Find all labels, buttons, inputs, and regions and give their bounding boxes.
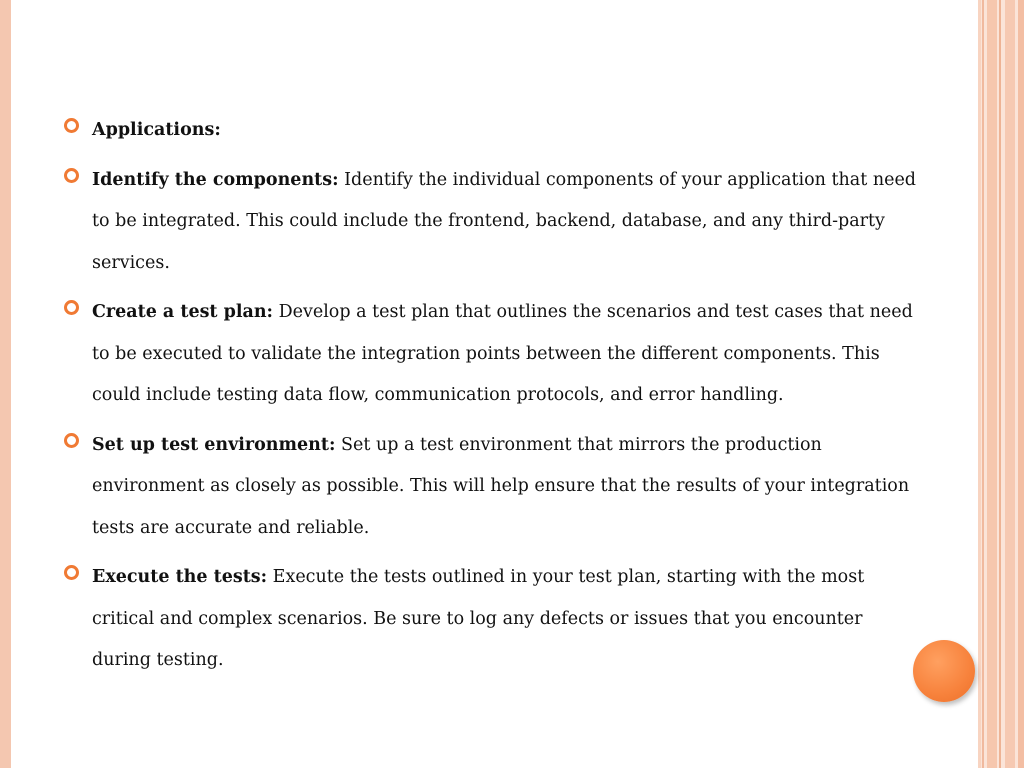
bullet-circle-icon [64,433,79,448]
stripe [982,0,984,768]
bullet-identify-components [62,160,922,285]
left-decorative-bar [0,0,11,768]
stripe [999,0,1001,768]
decorative-orange-circle [913,640,975,702]
bullet-circle-icon [64,300,79,315]
bullet-applications [62,110,922,152]
bullet-execute-tests [62,557,922,682]
bullet-setup-environment [62,425,922,550]
bullet-create-test-plan [62,292,922,417]
bullet-circle-icon [64,565,79,580]
bullet-heading: Execute the tests: [92,567,268,587]
bullet-heading: Applications: [92,120,221,140]
bullet-heading: Create a test plan: [92,302,274,322]
stripe [987,0,997,768]
bullet-text: Set up a test environment that mirrors the production environment as closely as possible. This will help ensure that the results of your integration tests are accurate and reliable. [92,434,910,538]
bullet-circle-icon [64,118,79,133]
bullet-text: Identify the individual components of your application that need to be integrated. This could include the frontend, backend, database, and any third-party services. [92,169,917,273]
stripe [1005,0,1015,768]
stripe [1018,0,1024,768]
slide-content [62,110,922,690]
stripe [978,0,981,768]
right-decorative-stripes [978,0,1024,768]
bullet-heading: Identify the components: [92,169,339,190]
bullet-text: Develop a test plan that outlines the scenarios and test cases that need to be executed to validate the integration points between the different components. This could include testing data flow, communication protocols, and error handling. [92,302,913,405]
bullet-circle-icon [64,168,79,183]
bullet-heading: Set up test environment: [92,434,336,455]
bullet-text: Execute the tests outlined in your test plan, starting with the most critical and complex scenarios. Be sure to log any defects or issues that you encounter during testing. [92,567,865,670]
